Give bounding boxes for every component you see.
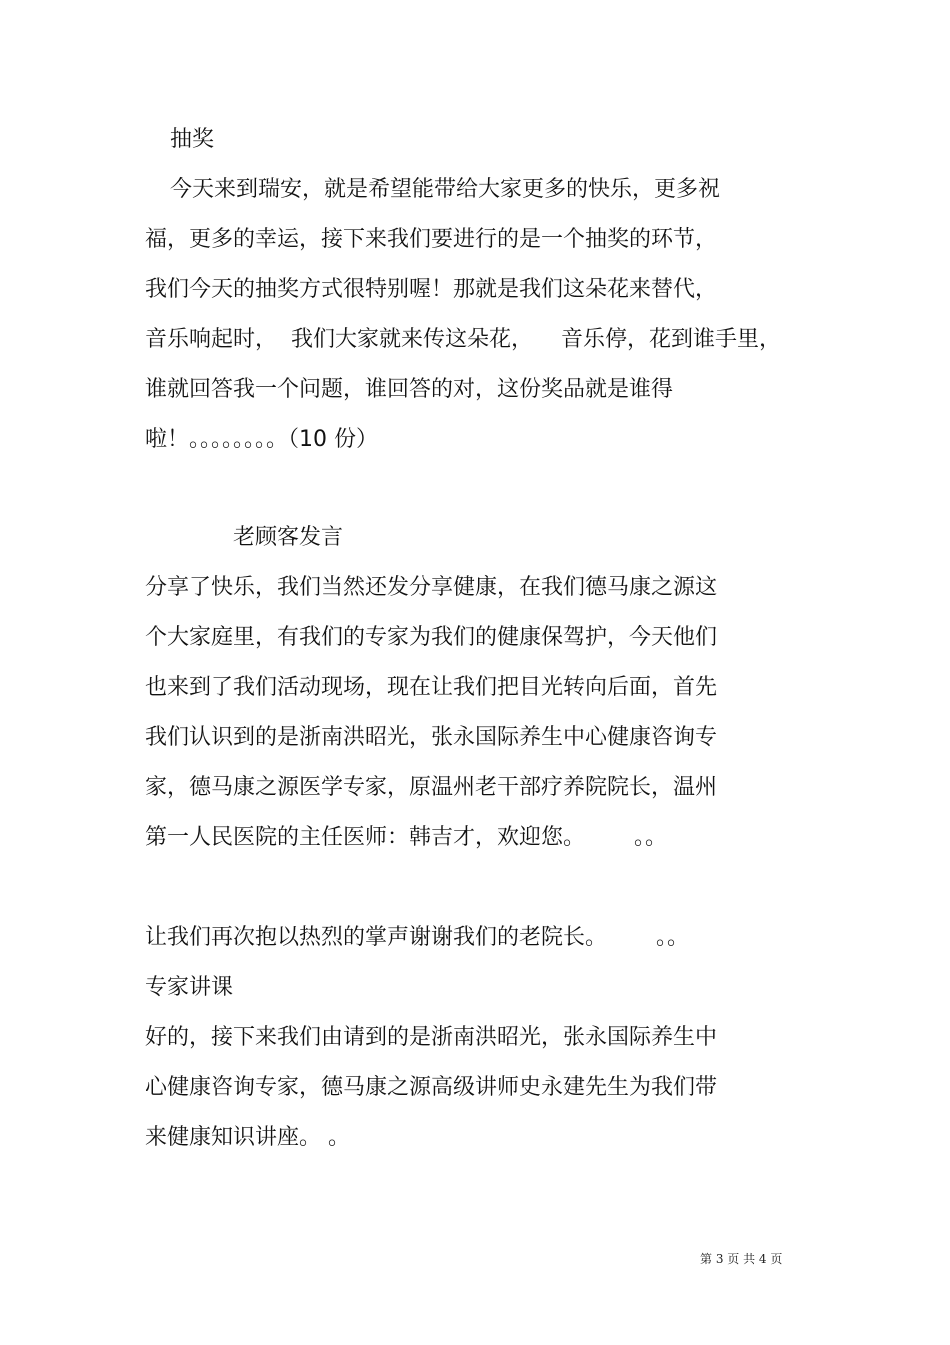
paragraph-line: 音乐响起时， 我们大家就来传这朵花， 音乐停，花到谁手里， (145, 327, 781, 352)
paragraph-line: 我们今天的抽奖方式很特别喔！那就是我们这朵花来替代， (145, 277, 718, 302)
section-heading-expert-lecture: 专家讲课 (145, 975, 234, 1000)
paragraph-line: 福，更多的幸运，接下来我们要进行的是一个抽奖的环节， (145, 227, 718, 252)
paragraph-line: 啦！。。。。。。。。（10 份） (145, 427, 378, 452)
paragraph-line: 谁就回答我一个问题，谁回答的对，这份奖品就是谁得 (145, 377, 674, 402)
section-heading-old-customer: 老顾客发言 (233, 525, 344, 550)
paragraph-line: 家，德马康之源医学专家，原温州老干部疗养院院长，温州 (145, 775, 718, 800)
paragraph-line: 个大家庭里，有我们的专家为我们的健康保驾护，今天他们 (145, 625, 718, 650)
paragraph-line: 也来到了我们活动现场，现在让我们把目光转向后面，首先 (145, 675, 718, 700)
paragraph-line: 分享了快乐，我们当然还发分享健康，在我们德马康之源这 (145, 575, 718, 600)
paragraph-line: 好的，接下来我们由请到的是浙南洪昭光，张永国际养生中 (145, 1025, 718, 1050)
page-number-footer: 第 3 页 共 4 页 (700, 1252, 783, 1266)
section-heading-lottery: 抽奖 (170, 127, 215, 152)
paragraph-line: 第一人民医院的主任医师：韩吉才，欢迎您。 。。 (145, 825, 667, 850)
paragraph-line: 我们认识到的是浙南洪昭光，张永国际养生中心健康咨询专 (145, 725, 718, 750)
paragraph-line: 让我们再次抱以热烈的掌声谢谢我们的老院长。 。。 (145, 925, 689, 950)
paragraph-line: 今天来到瑞安，就是希望能带给大家更多的快乐，更多祝 (170, 177, 721, 202)
paragraph-line: 心健康咨询专家，德马康之源高级讲师史永建先生为我们带 (145, 1075, 718, 1100)
paragraph-line: 来健康知识讲座。 。 (145, 1125, 350, 1150)
